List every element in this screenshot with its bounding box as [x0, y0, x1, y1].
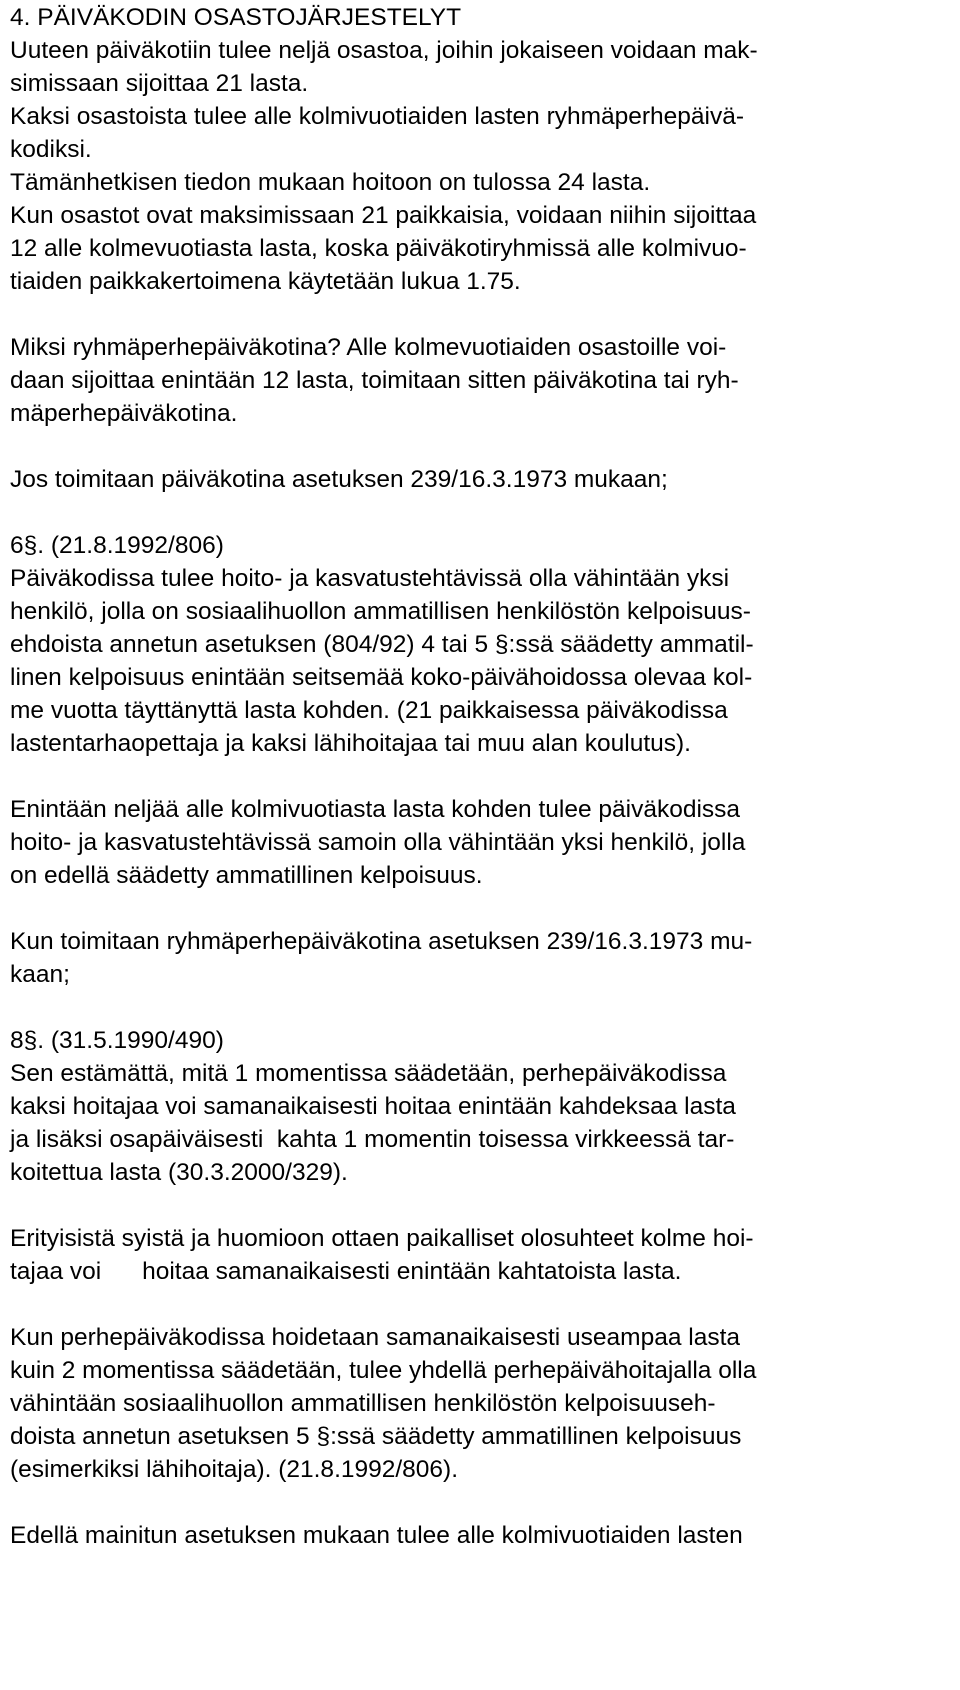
text-line: Enintään neljää alle kolmivuotiasta lasta kohden tulee päiväkodissa: [10, 796, 741, 823]
text-line: Kun toimitaan ryhmäperhepäiväkotina asetuksen 239/16.3.1973 mu-: [10, 928, 753, 955]
text-line: vähintään sosiaalihuollon ammatillisen henkilöstön kelpoisuuseh-: [10, 1390, 716, 1417]
text-line: kaan;: [10, 961, 70, 988]
text-line: Jos toimitaan päiväkotina asetuksen 239/16.3.1973 mukaan;: [10, 466, 668, 493]
text-line: lastentarhaopettaja ja kaksi lähihoitajaa tai muu alan koulutus).: [10, 730, 691, 757]
text-line: ja lisäksi osapäiväisesti kahta 1 momentin toisessa virkkeessä tar-: [10, 1126, 735, 1153]
text-line: kuin 2 momentissa säädetään, tulee yhdellä perhepäivähoitajalla olla: [10, 1357, 757, 1384]
text-line: Päiväkodissa tulee hoito- ja kasvatustehtävissä olla vähintään yksi: [10, 565, 730, 592]
text-line: doista annetun asetuksen 5 §:ssä säädetty ammatillinen kelpoisuus: [10, 1423, 742, 1450]
text-line: Sen estämättä, mitä 1 momentissa säädetään, perhepäiväkodissa: [10, 1060, 727, 1087]
text-line: kodiksi.: [10, 136, 92, 163]
text-line: simissaan sijoittaa 21 lasta.: [10, 70, 309, 97]
text-line: tajaa voi hoitaa samanaikaisesti enintään kahtatoista lasta.: [10, 1258, 682, 1285]
text-line: Miksi ryhmäperhepäiväkotina? Alle kolmevuotiaiden osastoille voi-: [10, 334, 727, 361]
section-heading: 4. PÄIVÄKODIN OSASTOJÄRJESTELYT: [10, 4, 462, 31]
text-line: 8§. (31.5.1990/490): [10, 1027, 224, 1054]
text-line: Erityisistä syistä ja huomioon ottaen paikalliset olosuhteet kolme hoi-: [10, 1225, 754, 1252]
text-line: (esimerkiksi lähihoitaja). (21.8.1992/806).: [10, 1456, 459, 1483]
text-line: Edellä mainitun asetuksen mukaan tulee alle kolmivuotiaiden lasten: [10, 1522, 743, 1549]
text-line: Tämänhetkisen tiedon mukaan hoitoon on tulossa 24 lasta.: [10, 169, 651, 196]
text-line: on edellä säädetty ammatillinen kelpoisuus.: [10, 862, 483, 889]
text-line: daan sijoittaa enintään 12 lasta, toimitaan sitten päiväkotina tai ryh-: [10, 367, 739, 394]
text-line: Uuteen päiväkotiin tulee neljä osastoa, joihin jokaiseen voidaan mak-: [10, 37, 758, 64]
text-line: mäperhepäiväkotina.: [10, 400, 238, 427]
text-line: Kun perhepäiväkodissa hoidetaan samanaikaisesti useampaa lasta: [10, 1324, 741, 1351]
text-line: hoito- ja kasvatustehtävissä samoin olla vähintään yksi henkilö, jolla: [10, 829, 746, 856]
text-line: 12 alle kolmevuotiasta lasta, koska päiväkotiryhmissä alle kolmivuo-: [10, 235, 747, 262]
text-line: tiaiden paikkakertoimena käytetään lukua 1.75.: [10, 268, 521, 295]
text-line: koitettua lasta (30.3.2000/329).: [10, 1159, 348, 1186]
text-line: kaksi hoitajaa voi samanaikaisesti hoitaa enintään kahdeksaa lasta: [10, 1093, 736, 1120]
text-line: Kun osastot ovat maksimissaan 21 paikkaisia, voidaan niihin sijoittaa: [10, 202, 757, 229]
text-line: Kaksi osastoista tulee alle kolmivuotiaiden lasten ryhmäperhepäivä-: [10, 103, 745, 130]
text-line: ehdoista annetun asetuksen (804/92) 4 tai 5 §:ssä säädetty ammatil-: [10, 631, 754, 658]
text-line: linen kelpoisuus enintään seitsemää koko-päivähoidossa olevaa kol-: [10, 664, 753, 691]
text-line: 6§. (21.8.1992/806): [10, 532, 224, 559]
text-line: me vuotta täyttänyttä lasta kohden. (21 paikkaisessa päiväkodissa: [10, 697, 728, 724]
text-line: henkilö, jolla on sosiaalihuollon ammatillisen henkilöstön kelpoisuus-: [10, 598, 751, 625]
